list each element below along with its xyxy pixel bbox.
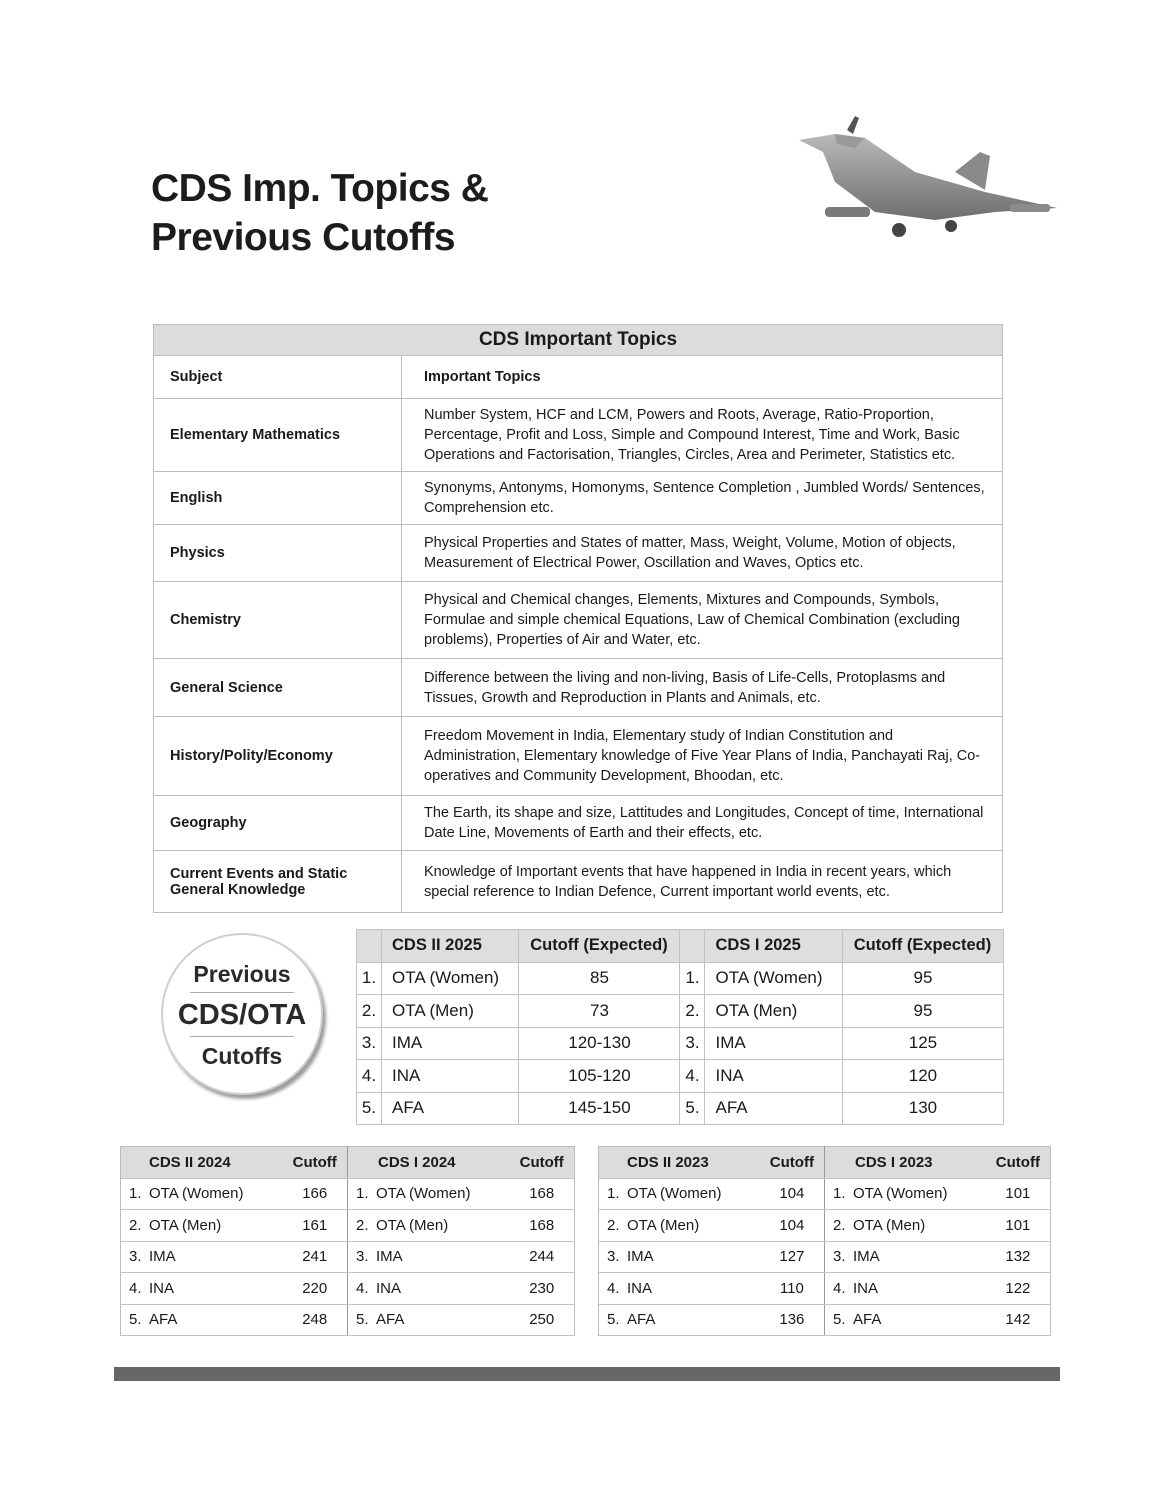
entry-name: OTA (Women) (375, 1178, 509, 1210)
table-row (154, 582, 1003, 659)
subject-cell: Current Events and Static General Knowledge (154, 851, 402, 913)
table-row (357, 995, 1004, 1028)
cutoffs-2023-table (598, 1146, 1051, 1336)
table-row (154, 659, 1003, 717)
entry-name: IMA (852, 1241, 986, 1273)
table-row (357, 1027, 1004, 1060)
cutoff-value: 145-150 (519, 1092, 680, 1125)
entry-name: IMA (382, 1027, 519, 1060)
topics-cell: The Earth, its shape and size, Lattitudes and Longitudes, Concept of time, International Date Line, Movements of Earth and their effects, etc. (402, 796, 1003, 851)
cutoff-value: 248 (282, 1304, 347, 1336)
entry-name: INA (382, 1060, 519, 1093)
entry-name: AFA (375, 1304, 509, 1336)
cutoff-value: 95 (842, 962, 1003, 995)
cutoff-header: Cutoff (509, 1147, 574, 1179)
cutoff-value: 120-130 (519, 1027, 680, 1060)
column-header-topics: Important Topics (402, 356, 1003, 399)
table-row (121, 1210, 575, 1242)
exam-header: CDS II 2023 (599, 1147, 760, 1179)
row-number: 3. (680, 1027, 705, 1060)
table-row (121, 1304, 575, 1336)
row-number: 1. (824, 1178, 852, 1210)
exam-header: CDS I 2025 (705, 930, 842, 963)
table-row (154, 796, 1003, 851)
table-row (599, 1241, 1051, 1273)
entry-name: AFA (852, 1304, 986, 1336)
topics-cell: Synonyms, Antonyms, Homonyms, Sentence Completion , Jumbled Words/ Sentences, Comprehension etc. (402, 472, 1003, 525)
cutoff-value: 241 (282, 1241, 347, 1273)
entry-name: INA (626, 1273, 760, 1305)
row-number: 5. (680, 1092, 705, 1125)
table-row (599, 1210, 1051, 1242)
topics-cell: Freedom Movement in India, Elementary study of Indian Constitution and Administration, Elementary knowledge of Five Year Plans of India, Panchayati Raj, Co-operatives and Community Development, Bhoodan, etc. (402, 717, 1003, 796)
table-row (154, 525, 1003, 582)
important-topics-table (153, 324, 1003, 913)
topics-cell: Physical Properties and States of matter, Mass, Weight, Volume, Motion of objects, Measurement of Electrical Power, Oscillation and Waves, Optics etc. (402, 525, 1003, 582)
row-number: 2. (121, 1210, 149, 1242)
subject-cell: Physics (154, 525, 402, 582)
entry-name: AFA (626, 1304, 760, 1336)
subject-cell: Geography (154, 796, 402, 851)
row-number: 1. (680, 962, 705, 995)
cutoff-value: 110 (760, 1273, 825, 1305)
entry-name: OTA (Men) (148, 1210, 282, 1242)
row-number: 1. (121, 1178, 149, 1210)
entry-name: OTA (Men) (375, 1210, 509, 1242)
cutoff-value: 168 (509, 1178, 574, 1210)
cutoffs-2024-table (120, 1146, 575, 1336)
topics-cell: Physical and Chemical changes, Elements, Mixtures and Compounds, Symbols, Formulae and simple chemical Equations, Law of Chemical Combination (excluding problems), Properties of Air and Water, etc. (402, 582, 1003, 659)
cutoff-value: 132 (986, 1241, 1051, 1273)
cutoff-value: 73 (519, 995, 680, 1028)
entry-name: OTA (Women) (705, 962, 842, 995)
cutoff-header: Cutoff (Expected) (842, 930, 1003, 963)
cutoff-value: 166 (282, 1178, 347, 1210)
row-number: 2. (347, 1210, 375, 1242)
row-number: 4. (357, 1060, 382, 1093)
cutoffs-2025-table (356, 929, 1004, 1125)
table-row (121, 1273, 575, 1305)
blank-header (680, 930, 705, 963)
row-number: 5. (824, 1304, 852, 1336)
cutoff-header: Cutoff (986, 1147, 1051, 1179)
entry-name: INA (375, 1273, 509, 1305)
row-number: 1. (347, 1178, 375, 1210)
cutoff-value: 101 (986, 1210, 1051, 1242)
entry-name: OTA (Men) (382, 995, 519, 1028)
row-number: 4. (680, 1060, 705, 1093)
entry-name: INA (852, 1273, 986, 1305)
table-row (357, 1092, 1004, 1125)
row-number: 5. (121, 1304, 149, 1336)
table-row (154, 399, 1003, 472)
cutoff-value: 105-120 (519, 1060, 680, 1093)
row-number: 4. (347, 1273, 375, 1305)
table-row (599, 1178, 1051, 1210)
entry-name: IMA (375, 1241, 509, 1273)
entry-name: INA (705, 1060, 842, 1093)
row-number: 3. (347, 1241, 375, 1273)
exam-header: CDS I 2023 (824, 1147, 985, 1179)
entry-name: AFA (705, 1092, 842, 1125)
entry-name: OTA (Women) (626, 1178, 760, 1210)
row-number: 1. (599, 1178, 627, 1210)
table-row (121, 1178, 575, 1210)
entry-name: IMA (148, 1241, 282, 1273)
entry-name: AFA (148, 1304, 282, 1336)
topics-cell: Number System, HCF and LCM, Powers and Roots, Average, Ratio-Proportion, Percentage, Profit and Loss, Simple and Compound Interest, Time and Work, Basic Operations and Factorisation, Triangles, Circles, Area and Perimeter, Statistics etc. (402, 399, 1003, 472)
topics-cell: Difference between the living and non-living, Basis of Life-Cells, Protoplasms and Tissues, Growth and Reproduction in Plants and Animals, etc. (402, 659, 1003, 717)
subject-cell: Elementary Mathematics (154, 399, 402, 472)
entry-name: OTA (Women) (382, 962, 519, 995)
cutoff-value: 125 (842, 1027, 1003, 1060)
subject-cell: History/Polity/Economy (154, 717, 402, 796)
cutoff-value: 220 (282, 1273, 347, 1305)
cutoff-value: 101 (986, 1178, 1051, 1210)
row-number: 1. (357, 962, 382, 995)
table-row (357, 962, 1004, 995)
row-number: 3. (824, 1241, 852, 1273)
entry-name: OTA (Men) (705, 995, 842, 1028)
row-number: 3. (121, 1241, 149, 1273)
entry-name: AFA (382, 1092, 519, 1125)
cutoff-value: 142 (986, 1304, 1051, 1336)
subject-cell: English (154, 472, 402, 525)
row-number: 4. (121, 1273, 149, 1305)
cutoff-value: 230 (509, 1273, 574, 1305)
cutoff-header: Cutoff (760, 1147, 825, 1179)
page-title: CDS Imp. Topics & Previous Cutoffs (151, 167, 489, 259)
entry-name: OTA (Women) (852, 1178, 986, 1210)
row-number: 2. (680, 995, 705, 1028)
row-number: 5. (357, 1092, 382, 1125)
exam-header: CDS I 2024 (347, 1147, 509, 1179)
cutoff-value: 130 (842, 1092, 1003, 1125)
entry-name: OTA (Women) (148, 1178, 282, 1210)
table-row (599, 1273, 1051, 1305)
cutoff-value: 244 (509, 1241, 574, 1273)
table-row (121, 1241, 575, 1273)
table-row (154, 717, 1003, 796)
topics-cell: Knowledge of Important events that have happened in India in recent years, which special reference to Indian Defence, Current important world events, etc. (402, 851, 1003, 913)
row-number: 2. (824, 1210, 852, 1242)
cutoff-value: 104 (760, 1178, 825, 1210)
cutoff-value: 127 (760, 1241, 825, 1273)
cutoff-value: 250 (509, 1304, 574, 1336)
table-caption: CDS Important Topics (154, 325, 1003, 356)
entry-name: OTA (Men) (626, 1210, 760, 1242)
fighter-jet-image (795, 112, 1065, 242)
row-number: 2. (357, 995, 382, 1028)
exam-header: CDS II 2025 (382, 930, 519, 963)
cutoff-value: 136 (760, 1304, 825, 1336)
cutoff-value: 168 (509, 1210, 574, 1242)
previous-cutoffs-badge: Previous CDS/OTA Cutoffs (161, 933, 323, 1095)
table-row (599, 1304, 1051, 1336)
blank-header (357, 930, 382, 963)
row-number: 5. (347, 1304, 375, 1336)
table-row (357, 1060, 1004, 1093)
row-number: 5. (599, 1304, 627, 1336)
cutoff-value: 120 (842, 1060, 1003, 1093)
column-header-subject: Subject (154, 356, 402, 399)
divider (190, 1036, 294, 1037)
entry-name: OTA (Men) (852, 1210, 986, 1242)
subject-cell: General Science (154, 659, 402, 717)
cutoff-header: Cutoff (282, 1147, 347, 1179)
entry-name: INA (148, 1273, 282, 1305)
row-number: 4. (599, 1273, 627, 1305)
footer-bar (114, 1367, 1060, 1381)
cutoff-value: 161 (282, 1210, 347, 1242)
cutoff-value: 85 (519, 962, 680, 995)
table-row (154, 472, 1003, 525)
row-number: 2. (599, 1210, 627, 1242)
cutoff-value: 122 (986, 1273, 1051, 1305)
table-row (154, 851, 1003, 913)
exam-header: CDS II 2024 (121, 1147, 283, 1179)
cutoff-value: 104 (760, 1210, 825, 1242)
cutoff-header: Cutoff (Expected) (519, 930, 680, 963)
row-number: 3. (599, 1241, 627, 1273)
row-number: 4. (824, 1273, 852, 1305)
entry-name: IMA (705, 1027, 842, 1060)
divider (190, 992, 294, 993)
subject-cell: Chemistry (154, 582, 402, 659)
cutoff-value: 95 (842, 995, 1003, 1028)
entry-name: IMA (626, 1241, 760, 1273)
row-number: 3. (357, 1027, 382, 1060)
